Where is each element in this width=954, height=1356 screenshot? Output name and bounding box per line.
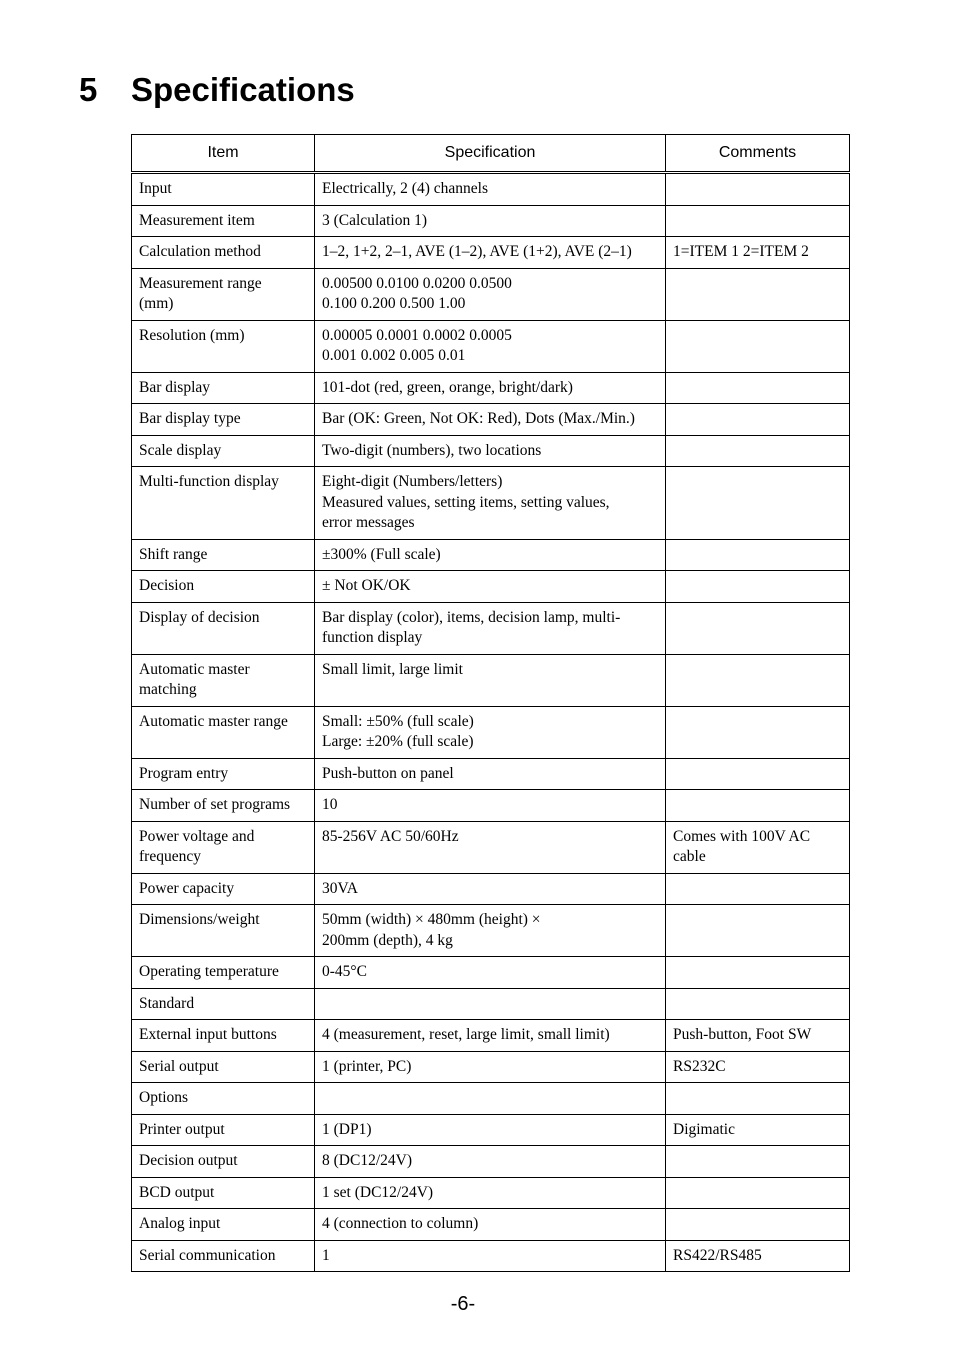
item-cell: Power capacity — [132, 873, 315, 905]
specification-cell: 50mm (width) × 480mm (height) × 200mm (depth), 4 kg — [315, 905, 666, 957]
item-cell: Operating temperature — [132, 957, 315, 989]
section-heading — [79, 68, 355, 112]
specification-cell: 8 (DC12/24V) — [315, 1146, 666, 1178]
item-cell: Scale display — [132, 435, 315, 467]
table-row — [132, 1209, 850, 1241]
specification-cell: ± Not OK/OK — [315, 571, 666, 603]
comments-cell: Push-button, Foot SW — [666, 1020, 850, 1052]
table-row — [132, 602, 850, 654]
table-row — [132, 237, 850, 269]
table-row — [132, 372, 850, 404]
comments-cell — [666, 539, 850, 571]
specification-cell: 4 (connection to column) — [315, 1209, 666, 1241]
item-cell: Power voltage and frequency — [132, 821, 315, 873]
comments-cell — [666, 758, 850, 790]
table-row — [132, 173, 850, 206]
item-cell: Decision output — [132, 1146, 315, 1178]
specification-cell: 0.00500 0.0100 0.0200 0.0500 0.100 0.200 0.500 1.00 — [315, 268, 666, 320]
comments-cell — [666, 1146, 850, 1178]
table-row — [132, 1240, 850, 1272]
comments-cell — [666, 173, 850, 206]
table-row — [132, 435, 850, 467]
table-body — [132, 173, 850, 1272]
specification-cell: 101-dot (red, green, orange, bright/dark) — [315, 372, 666, 404]
comments-cell — [666, 706, 850, 758]
comments-cell — [666, 602, 850, 654]
comments-cell — [666, 988, 850, 1020]
specification-cell: 1–2, 1+2, 2–1, AVE (1–2), AVE (1+2), AVE (2–1) — [315, 237, 666, 269]
item-cell: Calculation method — [132, 237, 315, 269]
comments-cell — [666, 957, 850, 989]
item-cell: Input — [132, 173, 315, 206]
header-specification: Specification — [315, 135, 666, 173]
table-row — [132, 957, 850, 989]
item-cell: Analog input — [132, 1209, 315, 1241]
table-row — [132, 905, 850, 957]
section-title: Specifications — [131, 71, 355, 108]
table-row — [132, 467, 850, 540]
specification-cell: Bar (OK: Green, Not OK: Red), Dots (Max./Min.) — [315, 404, 666, 436]
specification-cell: 0-45°C — [315, 957, 666, 989]
specification-cell: 1 (printer, PC) — [315, 1051, 666, 1083]
item-cell: Measurement item — [132, 205, 315, 237]
table-row — [132, 758, 850, 790]
comments-cell: RS232C — [666, 1051, 850, 1083]
specification-cell — [315, 988, 666, 1020]
item-cell: Display of decision — [132, 602, 315, 654]
table-row — [132, 821, 850, 873]
specification-cell — [315, 1083, 666, 1115]
comments-cell — [666, 320, 850, 372]
comments-cell — [666, 372, 850, 404]
specification-cell: 1 set (DC12/24V) — [315, 1177, 666, 1209]
item-cell: Dimensions/weight — [132, 905, 315, 957]
item-cell: Serial output — [132, 1051, 315, 1083]
comments-cell — [666, 467, 850, 540]
item-cell: Printer output — [132, 1114, 315, 1146]
comments-cell: 1=ITEM 1 2=ITEM 2 — [666, 237, 850, 269]
table-row — [132, 1177, 850, 1209]
specification-cell: 30VA — [315, 873, 666, 905]
specification-cell: 0.00005 0.0001 0.0002 0.0005 0.001 0.002 0.005 0.01 — [315, 320, 666, 372]
header-item: Item — [132, 135, 315, 173]
item-cell: BCD output — [132, 1177, 315, 1209]
section-number: 5 — [79, 71, 98, 108]
table-row — [132, 654, 850, 706]
specification-cell: 10 — [315, 790, 666, 822]
item-cell: Program entry — [132, 758, 315, 790]
comments-cell — [666, 1083, 850, 1115]
table-row — [132, 404, 850, 436]
table-row — [132, 1083, 850, 1115]
comments-cell — [666, 435, 850, 467]
table-row — [132, 571, 850, 603]
table-row — [132, 790, 850, 822]
item-cell: Standard — [132, 988, 315, 1020]
specification-cell: 4 (measurement, reset, large limit, small limit) — [315, 1020, 666, 1052]
item-cell: Shift range — [132, 539, 315, 571]
specification-cell: Bar display (color), items, decision lamp, multi- function display — [315, 602, 666, 654]
table-row — [132, 320, 850, 372]
comments-cell — [666, 404, 850, 436]
comments-cell: Comes with 100V AC cable — [666, 821, 850, 873]
header-comments: Comments — [666, 135, 850, 173]
item-cell: Bar display type — [132, 404, 315, 436]
specification-cell: Small: ±50% (full scale) Large: ±20% (full scale) — [315, 706, 666, 758]
specification-cell: 3 (Calculation 1) — [315, 205, 666, 237]
comments-cell — [666, 268, 850, 320]
specification-cell: Two-digit (numbers), two locations — [315, 435, 666, 467]
specification-cell: 1 — [315, 1240, 666, 1272]
comments-cell — [666, 654, 850, 706]
specification-cell: ±300% (Full scale) — [315, 539, 666, 571]
specification-cell: Electrically, 2 (4) channels — [315, 173, 666, 206]
specification-cell: Eight-digit (Numbers/letters) Measured values, setting items, setting values, error messages — [315, 467, 666, 540]
item-cell: Decision — [132, 571, 315, 603]
item-cell: Options — [132, 1083, 315, 1115]
specification-cell: 1 (DP1) — [315, 1114, 666, 1146]
comments-cell — [666, 571, 850, 603]
comments-cell: Digimatic — [666, 1114, 850, 1146]
comments-cell — [666, 1177, 850, 1209]
table-row — [132, 1114, 850, 1146]
item-cell: Automatic master matching — [132, 654, 315, 706]
specifications-table — [131, 134, 850, 1272]
item-cell: Measurement range (mm) — [132, 268, 315, 320]
table-row — [132, 268, 850, 320]
item-cell: Resolution (mm) — [132, 320, 315, 372]
table-header-row — [132, 135, 850, 173]
item-cell: Serial communication — [132, 1240, 315, 1272]
specification-cell: Small limit, large limit — [315, 654, 666, 706]
item-cell: External input buttons — [132, 1020, 315, 1052]
comments-cell — [666, 1209, 850, 1241]
table-row — [132, 873, 850, 905]
comments-cell — [666, 790, 850, 822]
table-row — [132, 706, 850, 758]
specification-cell: 85-256V AC 50/60Hz — [315, 821, 666, 873]
table-row — [132, 1051, 850, 1083]
comments-cell — [666, 205, 850, 237]
table-row — [132, 205, 850, 237]
comments-cell: RS422/RS485 — [666, 1240, 850, 1272]
comments-cell — [666, 873, 850, 905]
item-cell: Bar display — [132, 372, 315, 404]
specification-cell: Push-button on panel — [315, 758, 666, 790]
page-number: -6- — [450, 1293, 476, 1315]
item-cell: Number of set programs — [132, 790, 315, 822]
table-row — [132, 1146, 850, 1178]
table-row — [132, 1020, 850, 1052]
table-row — [132, 988, 850, 1020]
comments-cell — [666, 905, 850, 957]
item-cell: Multi-function display — [132, 467, 315, 540]
item-cell: Automatic master range — [132, 706, 315, 758]
table-row — [132, 539, 850, 571]
